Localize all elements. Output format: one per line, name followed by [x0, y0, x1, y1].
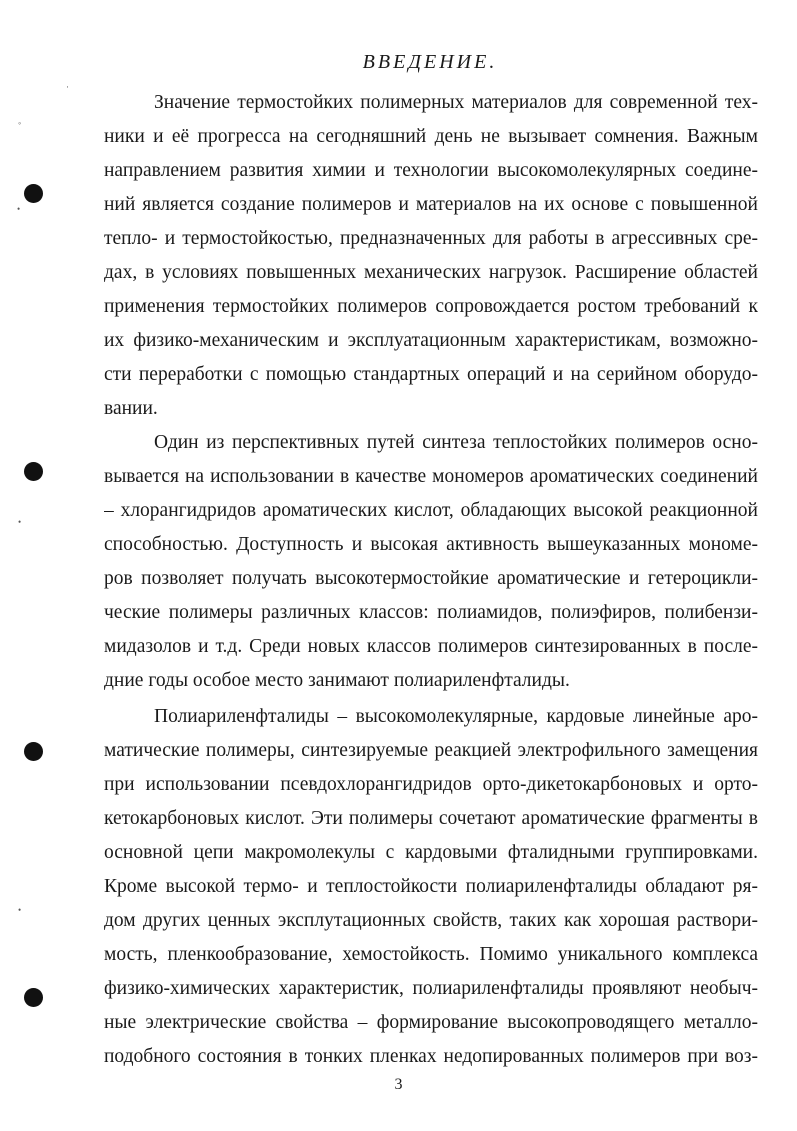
text-line: подобного состояния в тонких пленках недопированных полимеров при воз- [104, 1046, 758, 1067]
text-line: вании. [104, 398, 158, 419]
text-line: мость, пленкообразование, хемостойкость. Помимо уникального комплекса [104, 944, 758, 965]
text-line: способностью. Доступность и высокая активность вышеуказанных мономе- [104, 534, 758, 555]
text-line: Кроме высокой термо- и теплостойкости полиариленфталиды обладают ря- [104, 876, 758, 897]
text-line: направлением развития химии и технологии высокомолекулярных соедине- [104, 160, 758, 181]
text-line: мидазолов и т.д. Среди новых классов полимеров синтезированных в после- [104, 636, 758, 657]
binder-hole [24, 184, 43, 203]
text-line: дах, в условиях повышенных механических нагрузок. Расширение областей [104, 262, 758, 283]
text-line: физико-химических характеристик, полиариленфталиды проявляют необыч- [104, 978, 758, 999]
text-line: сти переработки с помощью стандартных операций и на серийном оборудо- [104, 364, 758, 385]
text-line: ров позволяет получать высокотермостойкие ароматические и гетероцикли- [104, 568, 758, 589]
scan-speck: ◦ [18, 118, 22, 128]
text-line: основной цепи макромолекулы с кардовыми фталидными группировками. [104, 842, 758, 863]
binder-hole [24, 988, 43, 1007]
scan-speck: · [66, 82, 69, 92]
text-line: Полиариленфталиды – высокомолекулярные, кардовые линейные аро- [154, 706, 758, 727]
text-line: матические полимеры, синтезируемые реакцией электрофильного замещения [104, 740, 758, 761]
text-line: их физико-механическим и эксплуатационным характеристикам, возможно- [104, 330, 758, 351]
text-line: дние годы особое место занимают полиариленфталиды. [104, 670, 570, 691]
text-line: дом других ценных эксплутационных свойств, таких как хорошая раствори- [104, 910, 758, 931]
page-title: ВВЕДЕНИЕ. [362, 51, 498, 73]
binder-hole [24, 462, 43, 481]
scan-speck: • [18, 905, 22, 915]
text-line: Один из перспективных путей синтеза теплостойких полимеров осно- [154, 432, 758, 453]
text-line: применения термостойких полимеров сопровождается ростом требований к [104, 296, 758, 317]
text-line: кетокарбоновых кислот. Эти полимеры сочетают ароматические фрагменты в [104, 808, 758, 829]
text-line: ные электрические свойства – формирование высокопроводящего металло- [104, 1012, 758, 1033]
text-line: ний является создание полимеров и материалов на их основе с повышенной [104, 194, 758, 215]
text-line: – хлорангидридов ароматических кислот, обладающих высокой реакционной [104, 500, 758, 521]
scan-speck: • [17, 204, 21, 214]
scan-speck: • [18, 517, 22, 527]
text-line: при использовании псевдохлорангидридов орто-дикетокарбоновых и орто- [104, 774, 758, 795]
text-line: Значение термостойких полимерных материалов для современной тех- [154, 92, 758, 113]
text-line: ники и её прогресса на сегодняшний день не вызывает сомнения. Важным [104, 126, 758, 147]
page-number: 3 [394, 1076, 403, 1093]
text-line: тепло- и термостойкостью, предназначенных для работы в агрессивных сре- [104, 228, 758, 249]
text-line: вывается на использовании в качестве мономеров ароматических соединений [104, 466, 758, 487]
text-line: ческие полимеры различных классов: полиамидов, полиэфиров, полибензи- [104, 602, 758, 623]
binder-hole [24, 742, 43, 761]
